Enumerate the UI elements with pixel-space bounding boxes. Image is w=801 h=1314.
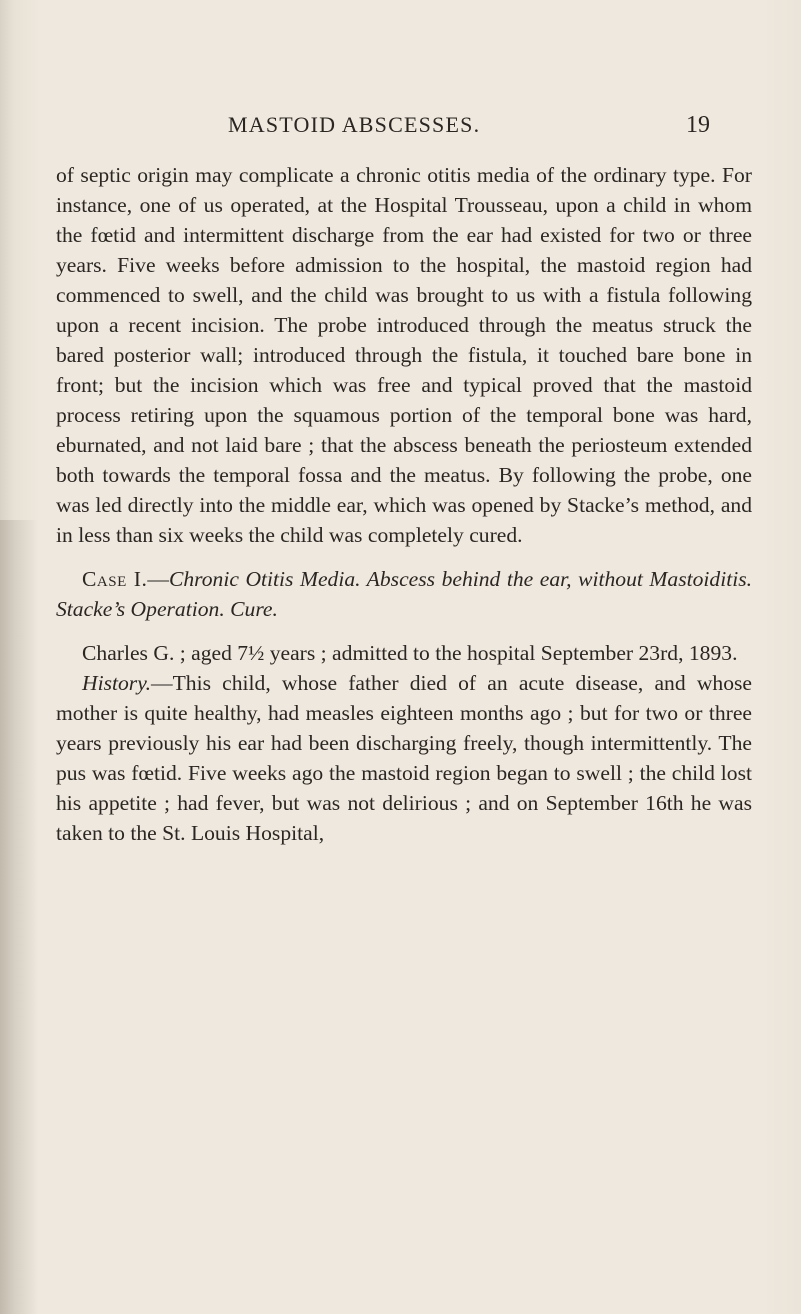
case-heading [56,564,752,624]
page-gutter-shadow [0,520,38,1314]
paragraph-continuation: of septic origin may complicate a chronic otitis media of the ordinary type. For instance, one of us operated, at the Hospital Trousseau, upon a child in whom the fœtid and intermittent discharge from the ear had existed for two or three years. Five weeks before admission to the hospital, the mastoid region had commenced to swell, and the child was brought to us with a fistula following upon a recent incision. The probe introduced through the meatus struck the bared posterior wall; introduced through the fistula, it touched bare bone in front; but the incision which was free and typical proved that the mastoid process retiring upon the squamous portion of the temporal bone was hard, eburnated, and not laid bare ; that the abscess beneath the periosteum extended both towards the temporal fossa and the meatus. By following the probe, one was led directly into the middle ear, which was opened by Stacke’s method, and in less than six weeks the child was completely cured. [56,163,752,547]
page-number: 19 [686,112,710,138]
running-head: MASTOID ABSCESSES. [228,112,481,137]
history-label: History. [82,671,151,695]
case-dash: — [147,567,169,591]
page-header [0,112,801,142]
history-paragraph [56,668,752,848]
patient-details-paragraph: Charles G. ; aged 7½ years ; admitted to the hospital September 23rd, 1893. [82,641,738,665]
history-text: —This child, whose father died of an acute disease, and whose mother is quite healthy, had measles eighteen months ago ; but for two or three years previously his ear had been discharging freely, though intermittently. The pus was fœtid. Five weeks ago the mastoid region began to swell ; the child lost his appetite ; had fever, but was not delirious ; and on September 16th he was taken to the St. Louis Hospital, [56,671,752,845]
case-title: Chronic Otitis Media. Abscess behind the ear, without Mastoiditis. Stacke’s Operation. Cure. [56,567,752,621]
case-label: Case I. [82,567,148,591]
body-text [56,160,752,848]
